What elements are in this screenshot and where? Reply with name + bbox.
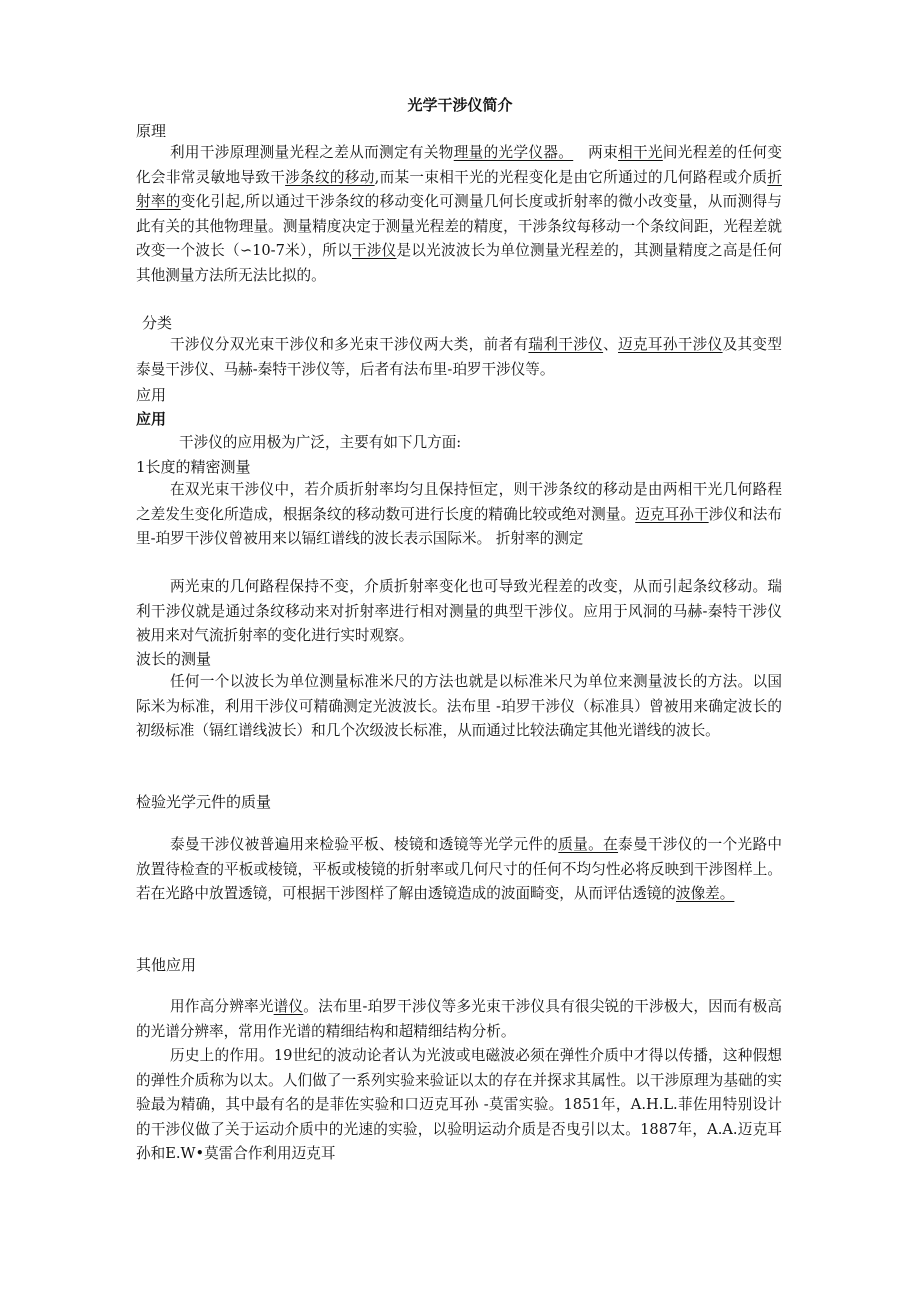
document-title: 光学干涉仪简介 (407, 96, 513, 114)
link-optical-instrument[interactable]: 理量的光学仪器。 (453, 144, 574, 161)
length-text-1: 在双光束干涉仪中，若介质折射率均匀且保持恒定，则干涉条纹的移动是由两相干光几何路程之差发生变化所造成，根据条纹的移动数可进行长度的精确比较或绝对测量。 (136, 481, 782, 523)
paragraph-classification (136, 333, 782, 382)
link-spectrometer[interactable]: 谱仪 (273, 998, 304, 1015)
principle-text-4: ,而某一束相干光的光程变化是由它所通过的几何路程或介质 (374, 168, 768, 186)
principle-text-1: 利用干涉原理测量光程之差从而测定有关物 (170, 144, 454, 161)
principle-text-5: 变化引起,所以通过干涉条纹的移动变化可测量几何长度或折射率的微小改变量，从而测得与此有关的其他物理量。测量精度决定于测量光程差的精度，干涉条纹每移动一个条纹间距，光程差就改变一个波长（∽10-7米），所以 (136, 193, 782, 259)
classification-text-2: 及其变型泰曼干涉仪、马赫-秦特干涉仪等，后者有法布里-珀罗干涉仪等。 (136, 336, 782, 378)
other-text-2: 。法布里-珀罗干涉仪等多光束干涉仪具有很尖锐的干涉极大，因而有极高的光谱分辨率，常用作光谱的精细结构和超精细结构分析。 (136, 998, 782, 1040)
quality-text-1: 泰曼干涉仪被普遍用来检验平板、棱镜和透镜等光学元件的 (170, 836, 559, 853)
principle-text-3: 间光程差的任何变化会非常灵敏地导致干 (136, 144, 782, 186)
paragraph-spectrometer (136, 995, 782, 1044)
paragraph-optical-quality (136, 833, 782, 907)
heading-length-measurement: 1长度的精密测量 (136, 458, 251, 476)
link-coherent-light[interactable]: 相干光 (618, 144, 663, 161)
quality-text-2: 泰曼干涉仪的一个光路中放置待检查的平板或棱镜，平板或棱镜的折射率或几何尺寸的任何不均匀性必将反映到干涉图样上。若在光路中放置透镜，可根据干涉图样了解由透镜造成的波面畸变，从而评估透镜的 (136, 836, 782, 902)
paragraph-refractive-measurement: 两光束的几何路程保持不变，介质折射率变化也可导致光程差的改变，从而引起条纹移动。瑞利干涉仪就是通过条纹移动来对折射率进行相对测量的典型干涉仪。应用于风洞的马赫-秦特干涉仪被用来对气流折射率的变化进行实时观察。 (136, 578, 782, 644)
other-text-1: 用作高分辨率光 (170, 998, 274, 1015)
heading-principle: 原理 (136, 122, 167, 140)
link-rayleigh-interferometer[interactable]: 瑞利干涉仪 (528, 336, 604, 353)
classification-separator: 、 (603, 336, 619, 353)
link-michelson[interactable]: 迈克耳孙干 (635, 505, 709, 523)
paragraph-application-intro: 干涉仪的应用极为广泛，主要有如下几方面: (179, 434, 462, 451)
paragraph-history: 历史上的作用。19世纪的波动论者认为光波或电磁波必须在弹性介质中才得以传播，这种假想的弹性介质称为以太。人们做了一系列实验来验证以太的存在并探求其属性。以干涉原理为基础的实验最为精确，其中最有名的是菲佐实验和口迈克耳孙 -莫雷实验。1851年，A.H.L.菲佐用特别设计的干涉仪做了关于运动介质中的光速的实验，以验明运动介质是否曳引以太。1887年，A.A.迈克耳孙和E.W•莫雷合作利用迈克耳 (136, 1047, 782, 1162)
link-michelson-interferometer[interactable]: 迈克耳孙干涉仪 (618, 336, 723, 353)
paragraph-principle (136, 141, 782, 288)
heading-classification: 分类 (142, 314, 173, 332)
heading-optical-quality: 检验光学元件的质量 (136, 793, 272, 811)
link-quality[interactable]: 质量。在 (558, 836, 619, 853)
paragraph-length-measurement (136, 478, 782, 552)
heading-application: 应用 (136, 386, 167, 404)
principle-text-2: 两束 (588, 144, 619, 161)
heading-other-applications: 其他应用 (136, 956, 197, 974)
link-wave-aberration[interactable]: 波像差。 (675, 885, 735, 902)
heading-wavelength-measurement: 波长的测量 (136, 650, 212, 668)
link-interferometer[interactable]: 干涉仪 (351, 242, 397, 259)
link-fringe-shift[interactable]: 涉条纹的移动 (285, 168, 375, 186)
heading-application-bold: 应用 (136, 410, 167, 428)
length-text-2: 涉仪和法布里-珀罗干涉仪曾被用来以镉红谱线的波长表示国际米。 折射率的测定 (136, 505, 782, 547)
paragraph-wavelength-measurement: 任何一个以波长为单位测量标准米尺的方法也就是以标准米尺为单位来测量波长的方法。以国际米为标准，利用干涉仪可精确测定光波波长。法布里 -珀罗干涉仪（标准具）曾被用来确定波长的初级标准（镉红谱线波长）和几个次级波长标准，从而通过比较法确定其他光谱线的波长。 (136, 673, 782, 739)
principle-text-6: 是以光波波长为单位测量光程差的，其测量精度之高是任何其他测量方法所无法比拟的。 (136, 242, 782, 284)
classification-text-1: 干涉仪分双光束干涉仪和多光束干涉仪两大类，前者有 (170, 336, 529, 353)
link-refractive-index[interactable]: 折射率的 (136, 168, 782, 210)
